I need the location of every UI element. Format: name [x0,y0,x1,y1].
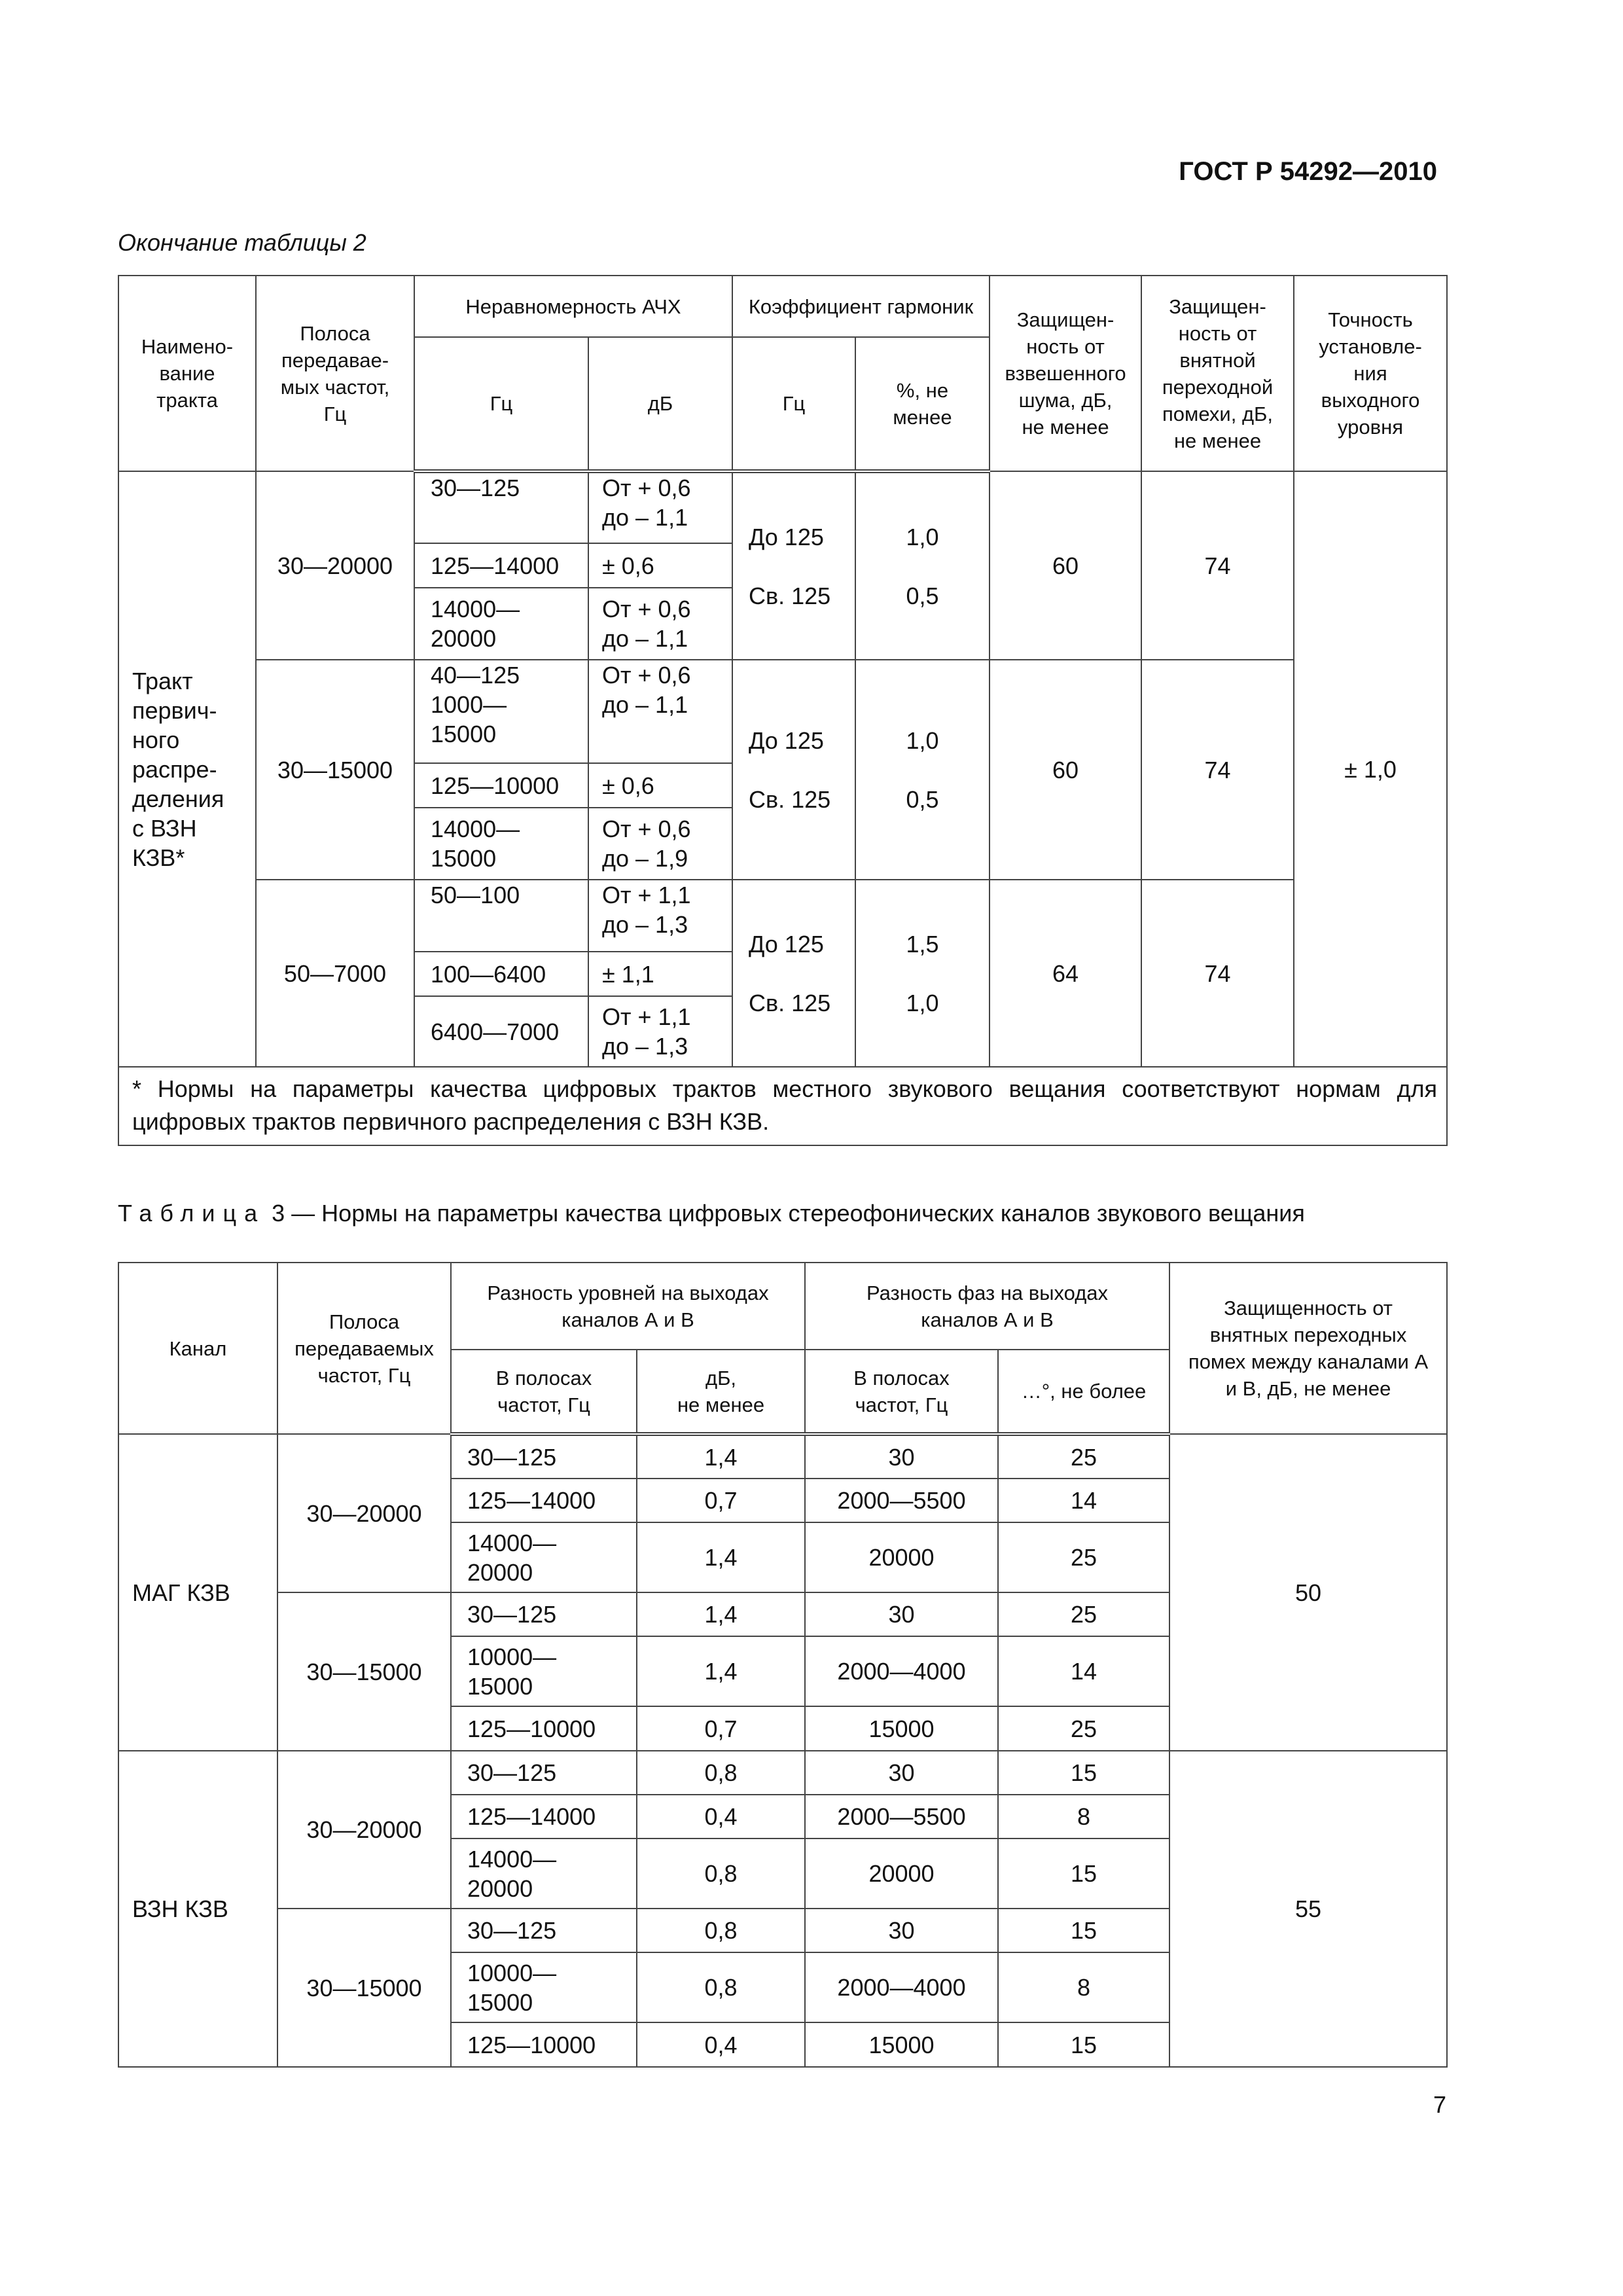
header-level-db: дБ, не менее [637,1350,805,1434]
header-band: Полоса передаваемых частот, Гц [277,1263,451,1434]
table-row [118,471,1447,543]
phase-deg-cell: 15 [998,2022,1169,2067]
band-cell: 30—20000 [277,1434,451,1592]
level-band-cell: 14000— 20000 [451,1522,637,1592]
band-cell: 50—7000 [256,880,414,1067]
afc-hz-cell: 50—100 [414,880,588,952]
afc-hz-cell: 14000— 15000 [414,808,588,880]
band-cell: 30—15000 [277,1909,451,2067]
header-accuracy: Точность установле- ния выходного уровня [1294,276,1447,471]
phase-deg-cell: 15 [998,1839,1169,1909]
phase-band-cell: 15000 [805,1706,998,1751]
header-level-bands: В полосах частот, Гц [451,1350,637,1434]
crosstalk-cell: 74 [1141,660,1294,880]
header-afc: Неравномерность АЧХ [414,276,732,337]
band-cell: 30—20000 [256,471,414,660]
level-db-cell: 0,4 [637,1795,805,1839]
harm-pct-cell: 1,0 0,5 [855,660,990,880]
header-phase-diff: Разность фаз на выходах каналов А и В [805,1263,1169,1350]
afc-db-cell: ± 1,1 [588,952,732,996]
phase-deg-cell: 25 [998,1592,1169,1636]
noise-cell: 64 [990,880,1141,1067]
phase-deg-cell: 15 [998,1751,1169,1795]
phase-band-cell: 30 [805,1909,998,1952]
table-2-footnote: * Нормы на параметры качества цифровых трактов местного звукового вещания соответствуют нормам для цифровых трактов первичного распределения с ВЗН КЗВ. [118,1067,1447,1145]
afc-hz-cell: 125—10000 [414,763,588,808]
channel-cell: ВЗН КЗВ [118,1751,277,2067]
table-row [118,1751,1447,1795]
header-afc-hz: Гц [414,337,588,471]
phase-deg-cell: 14 [998,1479,1169,1522]
phase-band-cell: 30 [805,1751,998,1795]
level-band-cell: 30—125 [451,1751,637,1795]
level-db-cell: 0,8 [637,1751,805,1795]
header-channel: Канал [118,1263,277,1434]
crosstalk-cell: 74 [1141,471,1294,660]
phase-band-cell: 2000—4000 [805,1636,998,1706]
path-name-cell: Тракт первич- ного распре- деления с ВЗН КЗВ* [118,471,256,1067]
harm-hz-cell: До 125 Св. 125 [732,660,855,880]
phase-deg-cell: 14 [998,1636,1169,1706]
level-band-cell: 30—125 [451,1434,637,1479]
level-db-cell: 1,4 [637,1592,805,1636]
accuracy-cell: ± 1,0 [1294,471,1447,1067]
table-3 [118,1262,1448,2068]
harm-pct-cell: 1,5 1,0 [855,880,990,1067]
level-db-cell: 0,4 [637,2022,805,2067]
level-db-cell: 1,4 [637,1434,805,1479]
header-noise: Защищен- ность от взвешенного шума, дБ, не менее [990,276,1141,471]
level-band-cell: 125—14000 [451,1479,637,1522]
level-db-cell: 0,8 [637,1952,805,2022]
header-harmonics: Коэффициент гармоник [732,276,990,337]
level-band-cell: 14000— 20000 [451,1839,637,1909]
crosstalk-cell: 55 [1169,1751,1447,2067]
page-number: 7 [1433,2091,1446,2118]
afc-db-cell: От + 0,6 до – 1,1 [588,660,732,763]
phase-band-cell: 20000 [805,1522,998,1592]
header-crosstalk: Защищенность от внятных переходных помех между каналами А и В, дБ, не менее [1169,1263,1447,1434]
afc-db-cell: ± 0,6 [588,763,732,808]
header-crosstalk: Защищен- ность от внятной переходной помехи, дБ, не менее [1141,276,1294,471]
level-band-cell: 30—125 [451,1592,637,1636]
afc-db-cell: От + 1,1 до – 1,3 [588,880,732,952]
noise-cell: 60 [990,471,1141,660]
level-db-cell: 0,8 [637,1909,805,1952]
table-3-caption-word: Таблица [118,1200,266,1227]
level-db-cell: 1,4 [637,1522,805,1592]
level-band-cell: 125—14000 [451,1795,637,1839]
phase-deg-cell: 8 [998,1952,1169,2022]
header-level-diff: Разность уровней на выходах каналов А и В [451,1263,805,1350]
afc-hz-cell: 40—125 1000— 15000 [414,660,588,763]
phase-band-cell: 30 [805,1592,998,1636]
level-band-cell: 30—125 [451,1909,637,1952]
phase-deg-cell: 25 [998,1434,1169,1479]
table-3-caption-text: 3 — Нормы на параметры качества цифровых стереофонических каналов звукового вещания [265,1200,1305,1227]
document-header: ГОСТ Р 54292—2010 [1179,157,1437,186]
phase-band-cell: 2000—4000 [805,1952,998,2022]
afc-hz-cell: 14000— 20000 [414,588,588,660]
table-3-caption [118,1200,1305,1227]
level-band-cell: 10000— 15000 [451,1952,637,2022]
table-row [118,880,1447,952]
level-band-cell: 125—10000 [451,2022,637,2067]
phase-deg-cell: 25 [998,1706,1169,1751]
header-afc-db: дБ [588,337,732,471]
table-row [118,660,1447,763]
band-cell: 30—15000 [277,1592,451,1751]
afc-hz-cell: 30—125 [414,471,588,543]
crosstalk-cell: 50 [1169,1434,1447,1751]
afc-hz-cell: 125—14000 [414,543,588,588]
afc-db-cell: От + 0,6 до – 1,1 [588,588,732,660]
crosstalk-cell: 74 [1141,880,1294,1067]
phase-deg-cell: 15 [998,1909,1169,1952]
phase-band-cell: 15000 [805,2022,998,2067]
header-phase-deg: …°, не более [998,1350,1169,1434]
channel-cell: МАГ КЗВ [118,1434,277,1751]
afc-hz-cell: 6400—7000 [414,996,588,1067]
level-db-cell: 0,7 [637,1479,805,1522]
afc-db-cell: От + 0,6 до – 1,1 [588,471,732,543]
level-band-cell: 10000— 15000 [451,1636,637,1706]
footnote-row [118,1067,1447,1145]
level-db-cell: 0,7 [637,1706,805,1751]
level-band-cell: 125—10000 [451,1706,637,1751]
afc-db-cell: От + 0,6 до – 1,9 [588,808,732,880]
phase-band-cell: 30 [805,1434,998,1479]
band-cell: 30—20000 [277,1751,451,1909]
afc-db-cell: ± 0,6 [588,543,732,588]
harm-pct-cell: 1,0 0,5 [855,471,990,660]
level-db-cell: 1,4 [637,1636,805,1706]
band-cell: 30—15000 [256,660,414,880]
harm-hz-cell: До 125 Св. 125 [732,880,855,1067]
level-db-cell: 0,8 [637,1839,805,1909]
phase-band-cell: 2000—5500 [805,1479,998,1522]
table-2-caption: Окончание таблицы 2 [118,229,366,256]
header-harm-hz: Гц [732,337,855,471]
header-band: Полоса передавае- мых частот, Гц [256,276,414,471]
table-2 [118,275,1448,1146]
phase-deg-cell: 25 [998,1522,1169,1592]
header-phase-bands: В полосах частот, Гц [805,1350,998,1434]
afc-hz-cell: 100—6400 [414,952,588,996]
phase-band-cell: 20000 [805,1839,998,1909]
afc-db-cell: От + 1,1 до – 1,3 [588,996,732,1067]
phase-band-cell: 2000—5500 [805,1795,998,1839]
noise-cell: 60 [990,660,1141,880]
phase-deg-cell: 8 [998,1795,1169,1839]
harm-hz-cell: До 125 Св. 125 [732,471,855,660]
table-row [118,1434,1447,1479]
header-harm-pct: %, не менее [855,337,990,471]
header-path-name: Наимено- вание тракта [118,276,256,471]
